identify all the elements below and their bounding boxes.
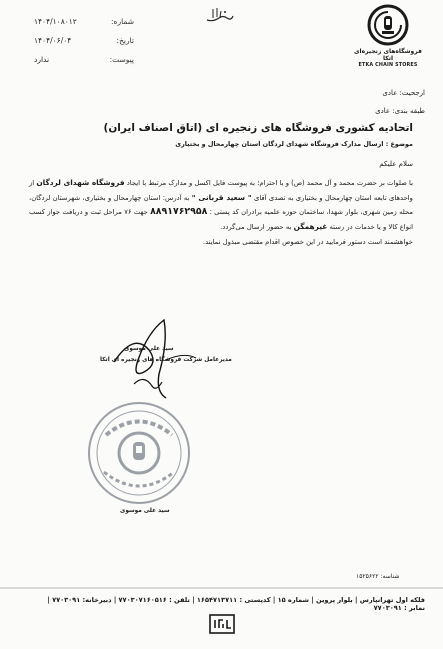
document-serial: شناسه: ۱۵۲۵۶۲۲ bbox=[356, 573, 400, 580]
letter-body bbox=[29, 122, 413, 246]
company-name: فروشگاه‌های زنجیره‌ای اتکا bbox=[354, 48, 422, 62]
meta-value: ۱۴۰۴/۰۶/۰۴ bbox=[34, 36, 72, 45]
letter-meta bbox=[34, 12, 134, 69]
company-logo bbox=[351, 4, 425, 68]
bismillah-calligraphy bbox=[205, 6, 235, 24]
company-name-en: ETKA CHAIN STORES bbox=[358, 63, 418, 68]
company-stamp bbox=[86, 400, 192, 506]
body-paragraph bbox=[29, 176, 413, 234]
letter-references bbox=[375, 84, 425, 120]
meta-value: ندارد bbox=[34, 55, 50, 64]
etka-footer-logo-icon bbox=[209, 614, 235, 634]
meta-attachment bbox=[34, 50, 134, 69]
footer-address: فلکه اول تهرانپارس | بلوار پروین | شماره ۱۵ | کدپستی : ۱۶۵۴۷۱۳۷۱۱ | تلفن : ۷۷۰۳۰۷۱۶۰۵۱۶ | دبیرخانه: ۷۷۰۳۰۹۱ | نمابر : ۷۷۰۳۰۹۱ bbox=[47, 596, 425, 612]
meta-label: پیوست: bbox=[109, 55, 134, 64]
subject-label: موضوع : bbox=[385, 140, 413, 148]
subject-text: ارسال مدارک فروشگاه شهدای لردگان استان چهارمحال و بختیاری bbox=[175, 140, 384, 148]
stamp-signatory-name: سید علی موسوی bbox=[120, 508, 170, 514]
subject-line bbox=[29, 140, 413, 148]
signatory-name: سید علی موسوی bbox=[124, 346, 174, 352]
classification-label: طبقه بندی: عادی bbox=[375, 107, 425, 115]
body-text: با صلوات بر حضرت محمد و آل محمد (ص) و با احترام؛ به پیوست فایل اکسل و مدارک مرتبط با ایجاد bbox=[126, 179, 413, 187]
greeting: سلام علیکم bbox=[379, 160, 413, 168]
store-name: فروشگاه شهدای لردگان bbox=[36, 178, 125, 187]
meta-label: شماره: bbox=[111, 17, 134, 26]
meta-date bbox=[34, 31, 134, 50]
meta-value: ۱۴۰۴/۱۰۸۰۱۲ bbox=[34, 17, 77, 26]
postal-code: ۸۸۹۱۷۶۲۹۵۸ bbox=[150, 206, 208, 218]
body-text: به آدرس: استان چهارمحال و بختیاری، شهرستان لردگان، محله زمین شهری، بلوار شهدا، ساختمان حوزه علمیه برادران کد پستی : bbox=[29, 193, 413, 217]
body-text: از واحدهای تابعه استان چهارمحال و بختیاری به تصدی آقای bbox=[29, 179, 413, 202]
meta-number bbox=[34, 12, 134, 31]
body-text: به حضور ارسال می‌گردد. bbox=[220, 222, 292, 231]
signatory-title: مدیرعامل شرکت فروشگاه های زنجیره ای اتکا bbox=[100, 357, 232, 363]
etka-logo-icon bbox=[367, 4, 409, 46]
footer-divider bbox=[0, 587, 443, 589]
closing-sentence: خواهشمند است دستور فرمایید در این خصوص اقدام مقتضی مبذول نمایند. bbox=[202, 238, 413, 247]
recipient-title: اتحادیه کشوری فروشگاه های زنجیره ای (اتاق اصناف ایران) bbox=[103, 122, 413, 134]
meta-label: تاریخ: bbox=[116, 36, 134, 45]
category-name: غیرهمگن bbox=[293, 221, 328, 231]
urgency-label: ارجحیت: عادی bbox=[382, 89, 425, 97]
manager-name: " سعید قربانی " bbox=[191, 192, 252, 202]
body-text: جهت ۷۶ مراحل ثبت و دریافت جواز کسب انواع کالا و یا خدمات در رسته bbox=[29, 208, 413, 231]
